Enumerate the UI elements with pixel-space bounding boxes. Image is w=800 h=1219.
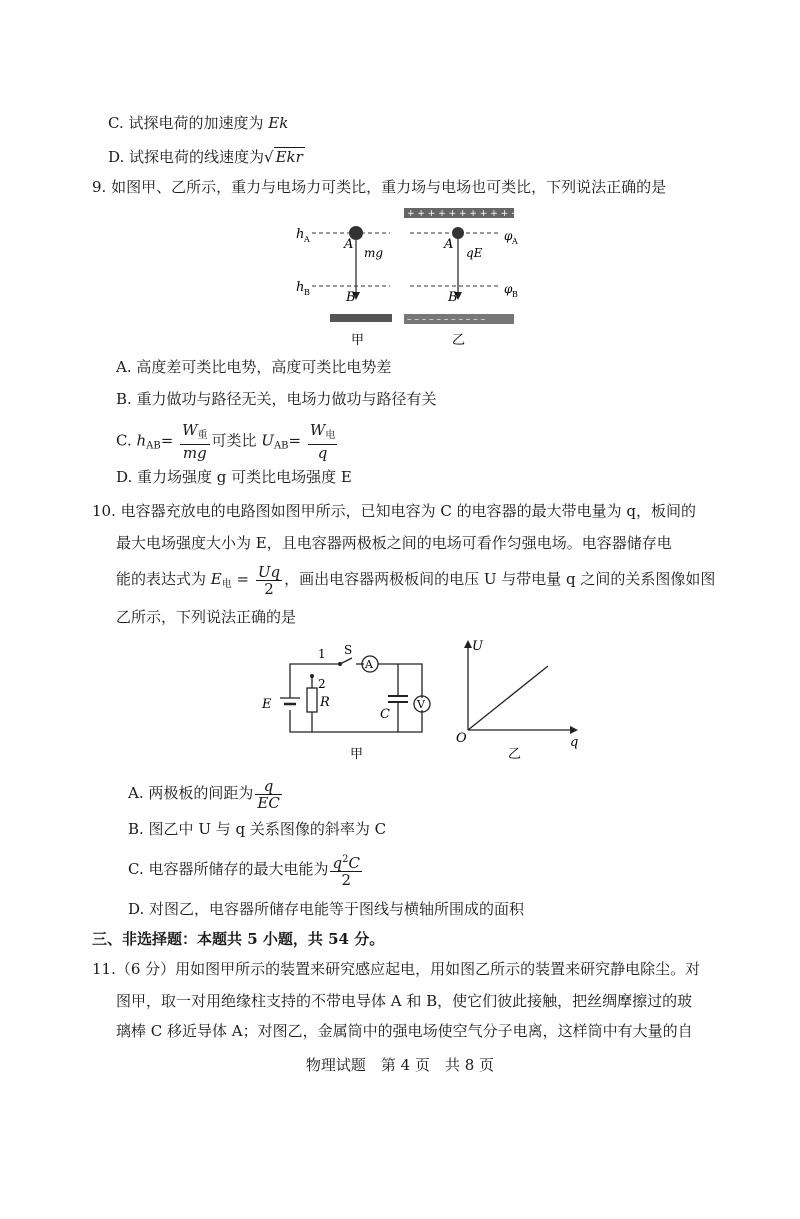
svg-text:– – – – – – – – – – –: – – – – – – – – – – –	[407, 315, 486, 325]
svg-text:1: 1	[318, 647, 326, 661]
q8-option-d: D. 试探电荷的线速度为√ Ekr	[108, 148, 303, 166]
q9-stem: 9. 如图甲、乙所示，重力与电场力可类比，重力场与电场也可类比，下列说法正确的是	[92, 178, 667, 196]
svg-text:h: h	[296, 227, 305, 242]
svg-text:φ: φ	[504, 282, 513, 296]
svg-text:B: B	[304, 288, 310, 297]
q9-figure	[0, 200, 800, 360]
svg-text:φ: φ	[504, 229, 513, 243]
svg-text:A: A	[304, 235, 310, 244]
svg-text:h: h	[296, 280, 305, 295]
svg-text:乙: 乙	[452, 333, 466, 348]
q9-option-b: B. 重力做功与路径无关，电场力做功与路径有关	[116, 390, 437, 408]
q10-stem-line1: 10. 电容器充放电的电路图如图甲所示，已知电容为 C 的电容器的最大带电量为 q，板间的	[92, 502, 697, 520]
electric-field-diagram	[404, 208, 519, 348]
charge-ball	[452, 227, 464, 239]
svg-text:甲: 甲	[351, 333, 365, 348]
svg-text:q: q	[570, 735, 579, 750]
svg-text:C: C	[380, 707, 390, 722]
q10-stem-line2: 最大电场强度大小为 E，且电容器两极板之间的电场可看作匀强电场。电容器储存电	[116, 534, 672, 552]
svg-text:甲: 甲	[350, 747, 364, 762]
u-q-graph	[468, 648, 570, 730]
svg-text:A: A	[344, 237, 354, 252]
svg-text:qE: qE	[466, 246, 483, 260]
q10-option-d: D. 对图乙，电容器所储存电能等于图线与横轴所围成的面积	[128, 900, 525, 918]
sqrt-symbol: √ Ekr	[264, 148, 303, 166]
q11-line3: 璃棒 C 移近导体 A；对图乙，金属筒中的强电场使空气分子电离，这样筒中有大量的自	[116, 1022, 693, 1040]
svg-text:S: S	[344, 643, 353, 657]
gravity-field-diagram	[296, 226, 392, 348]
q11-line1: 11.（6 分）用如图甲所示的装置来研究感应起电，用如图乙所示的装置来研究静电除尘。对	[92, 960, 701, 978]
svg-text:B: B	[448, 290, 458, 305]
svg-text:E: E	[262, 697, 272, 712]
svg-text:乙: 乙	[508, 747, 522, 762]
svg-text:V: V	[417, 698, 425, 711]
svg-text:+ + + + + + + + + + +: + + + + + + + + + + +	[407, 209, 519, 219]
switch-contact-1	[338, 662, 342, 666]
svg-text:mg: mg	[364, 246, 384, 260]
q9-option-a: A. 高度差可类比电势，高度可类比电势差	[116, 358, 392, 376]
q10-stem-line3: 能的表达式为 $E_电$ = $\frac{Uq}{2}$ ，画出电容器两极板间的电压 U 与带电量 q 之间的关系图像如图	[116, 562, 716, 598]
q10-option-c: C. 电容器所储存的最大电能为 $\frac{q^2C}{2}$	[128, 854, 360, 889]
svg-text:R: R	[320, 695, 330, 710]
svg-text:2: 2	[318, 677, 326, 691]
q10-figure	[0, 636, 800, 766]
q10-option-a: A. 两极板的间距为 $\frac{q}{EC}$	[128, 776, 280, 812]
switch-contact-2	[310, 674, 314, 678]
q8-option-c: C. 试探电荷的加速度为 Ek	[108, 114, 289, 132]
q10-stem-line4: 乙所示，下列说法正确的是	[116, 608, 297, 626]
svg-text:U: U	[472, 639, 483, 654]
q9-option-c: C. $h_{AB}=$ $\frac{W_重}{mg}$ 可类比 $U_{AB}=$ $\frac{W_电}{q}$	[116, 421, 336, 462]
q11-line2: 图甲，取一对用绝缘柱支持的不带电导体 A 和 B，使它们彼此接触，把丝绸摩擦过的玻	[116, 992, 693, 1010]
svg-text:A: A	[512, 237, 518, 246]
svg-text:O: O	[456, 731, 467, 746]
svg-text:A: A	[444, 237, 454, 252]
q9-option-d: D. 重力场强度 g 可类比电场强度 E	[116, 468, 352, 486]
section-3-heading: 三、非选择题：本题共 5 小题，共 54 分。	[92, 930, 385, 948]
svg-text:B: B	[512, 290, 518, 299]
ground-plate	[330, 314, 392, 322]
capacitor-circuit	[280, 656, 430, 732]
svg-text:A: A	[365, 658, 373, 671]
q10-option-b: B. 图乙中 U 与 q 关系图像的斜率为 C	[128, 820, 387, 838]
page-footer: 物理试题 第 4 页 共 8 页	[305, 1056, 495, 1074]
svg-text:B: B	[346, 290, 356, 305]
u-q-line	[468, 666, 548, 730]
